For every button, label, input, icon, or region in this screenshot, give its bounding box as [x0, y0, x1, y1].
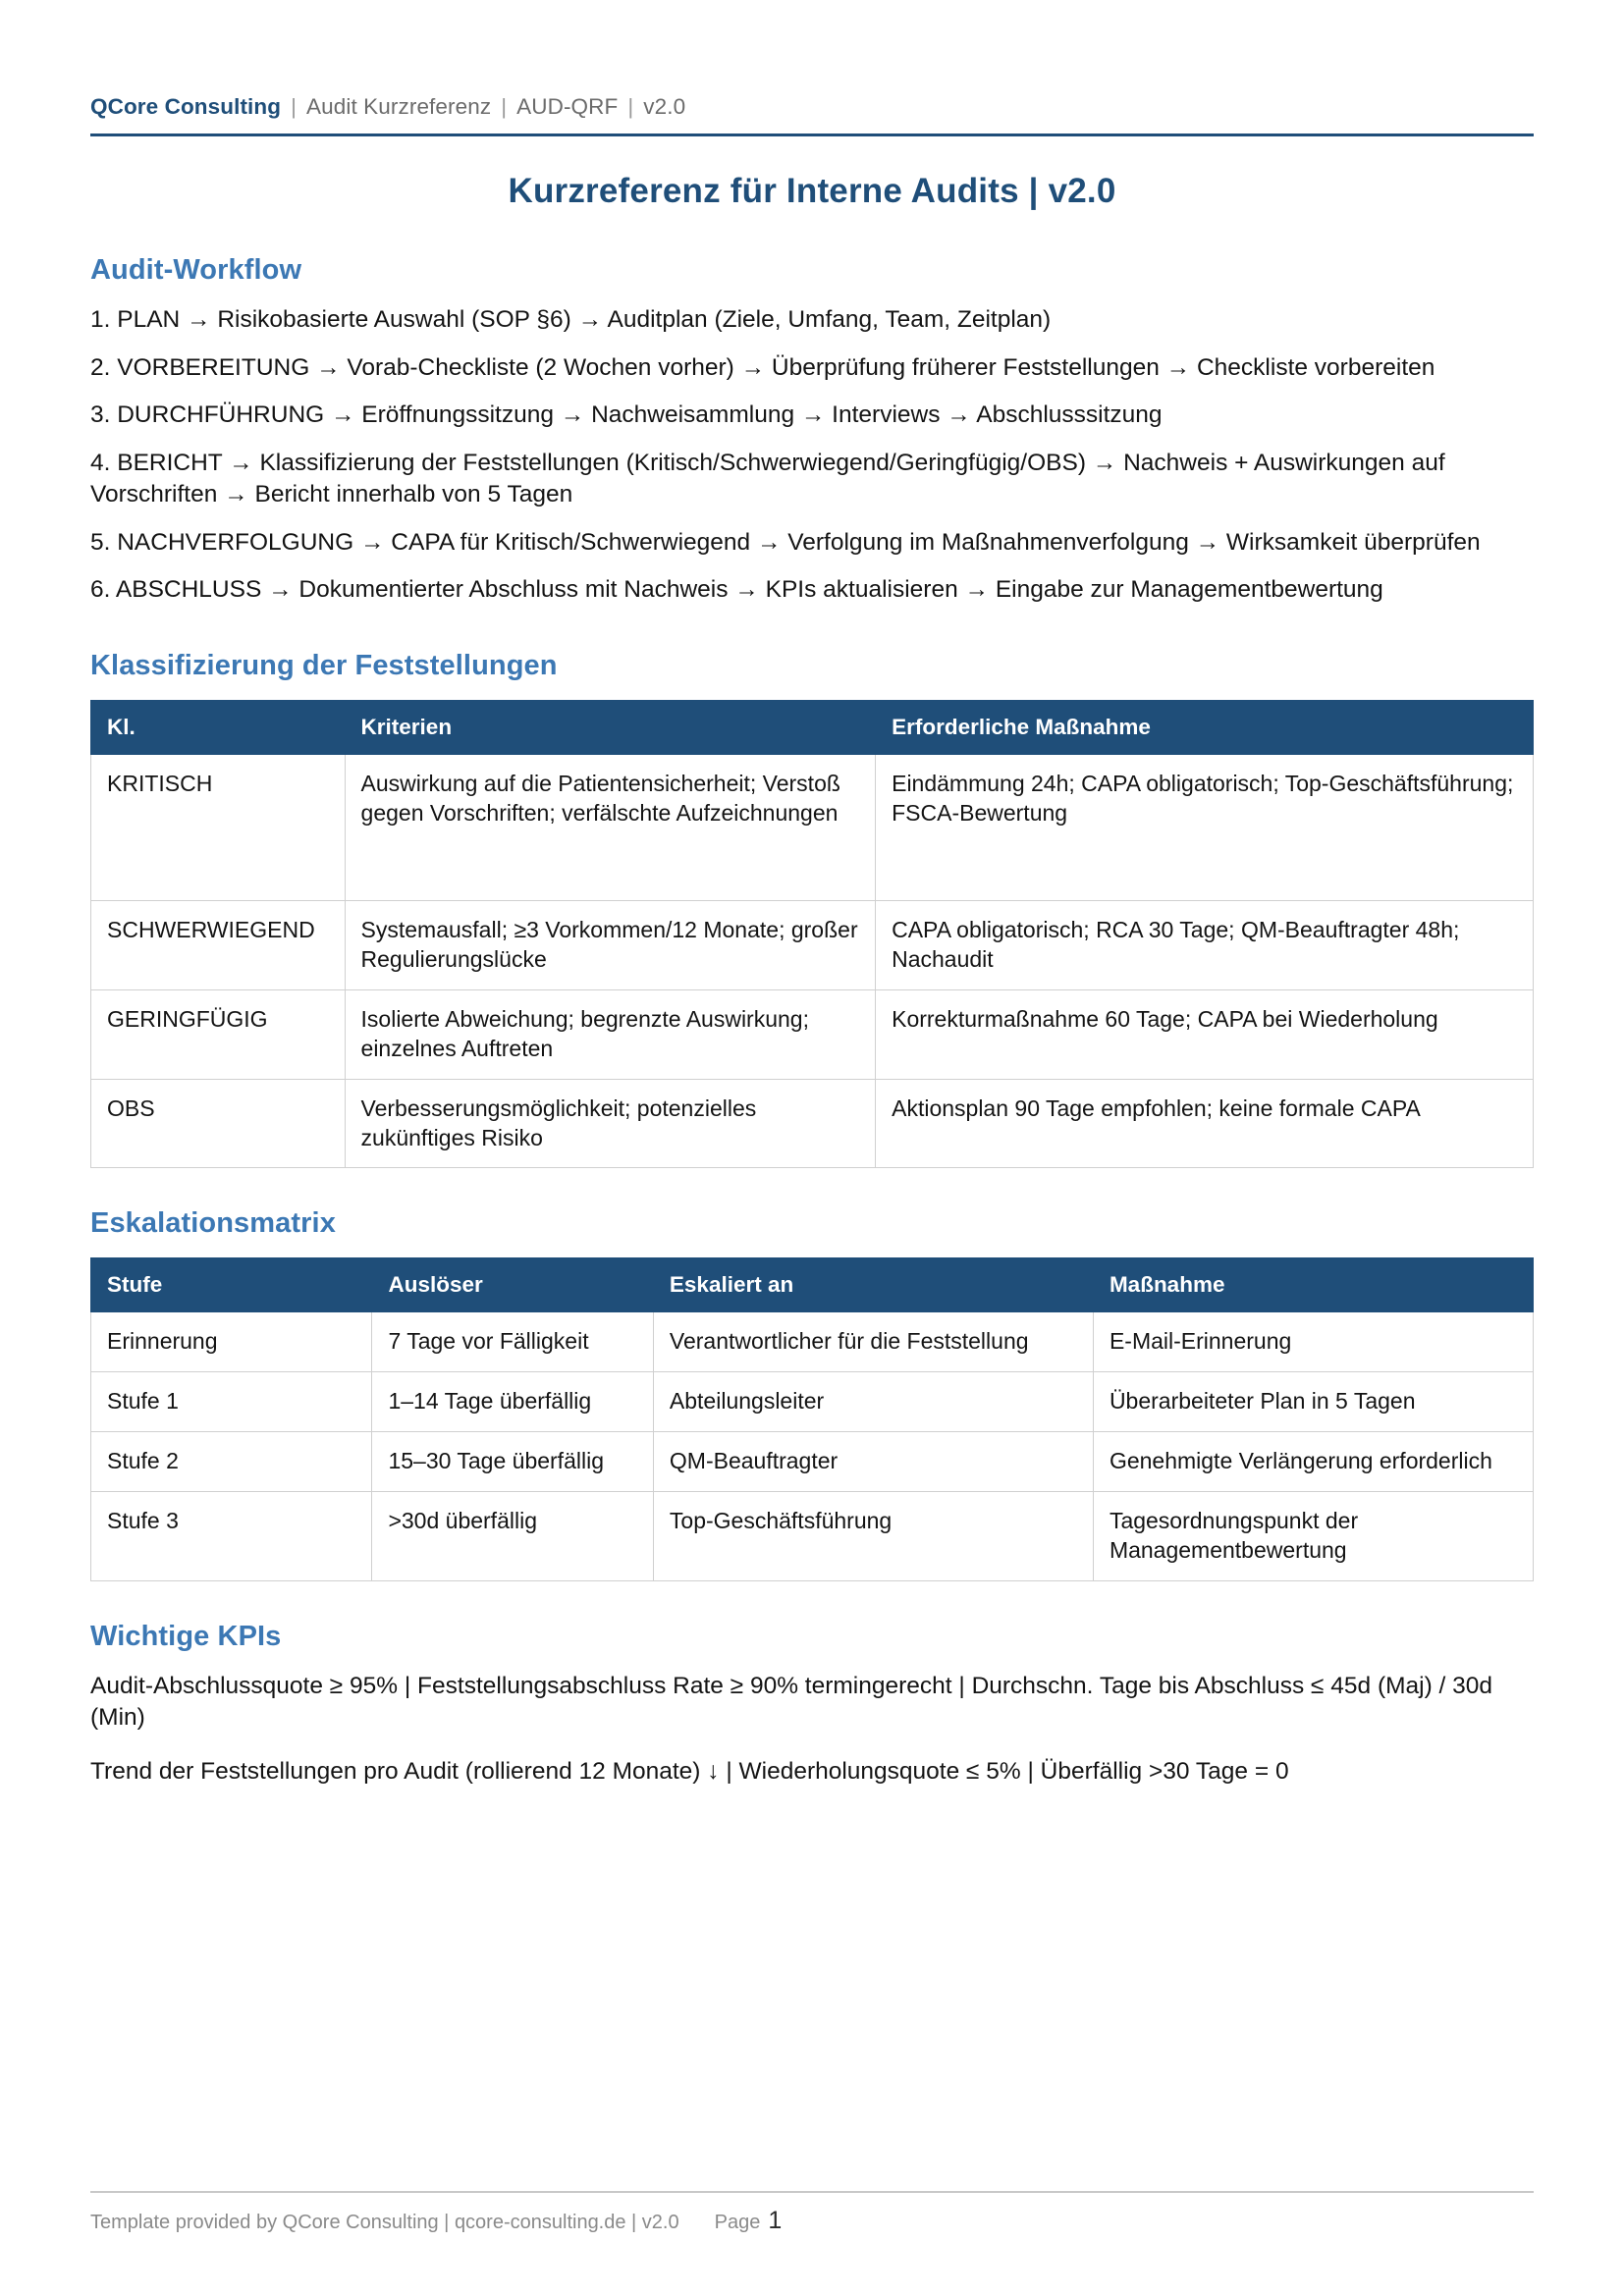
document-footer: [90, 2191, 1534, 2235]
cell-kriterien: Auswirkung auf die Patientensicherheit; Verstoß gegen Vorschriften; verfälschte Aufzeichnungen: [345, 755, 876, 901]
column-header-kl: Kl.: [91, 701, 346, 755]
header-separator-3: |: [627, 94, 634, 119]
workflow-step: 4. BERICHT → Klassifizierung der Feststellungen (Kritisch/Schwerwiegend/Geringfügig/OBS) → Nachweis + Auswirkungen auf Vorschriften → Bericht innerhalb von 5 Tagen: [90, 449, 1445, 508]
section-heading-kpis: Wichtige KPIs: [90, 1620, 282, 1652]
footer-page-number: 1: [768, 2207, 783, 2234]
cell-massnahme: CAPA obligatorisch; RCA 30 Tage; QM-Beauftragter 48h; Nachaudit: [876, 901, 1534, 990]
cell-massnahme: Eindämmung 24h; CAPA obligatorisch; Top-Geschäftsführung; FSCA-Bewertung: [876, 755, 1534, 901]
cell-eskaliert-an: Abteilungsleiter: [653, 1372, 1093, 1432]
header-doc-type: Audit Kurzreferenz: [306, 94, 492, 119]
column-header-massnahme: Erforderliche Maßnahme: [876, 701, 1534, 755]
cell-eskaliert-an: QM-Beauftragter: [653, 1432, 1093, 1492]
section-heading-workflow: Audit-Workflow: [90, 254, 302, 286]
header-doc-code: AUD-QRF: [516, 94, 619, 119]
cell-stufe: Erinnerung: [91, 1312, 372, 1372]
cell-massnahme: Genehmigte Verlängerung erforderlich: [1093, 1432, 1533, 1492]
classification-table: [90, 700, 1534, 1168]
section-heading-classification: Klassifizierung der Feststellungen: [90, 650, 558, 682]
header-separator-1: |: [291, 94, 298, 119]
document-header: [90, 94, 1534, 136]
cell-massnahme: E-Mail-Erinnerung: [1093, 1312, 1533, 1372]
table-row: [91, 901, 1534, 990]
column-header-eskaliert-an: Eskaliert an: [653, 1258, 1093, 1312]
footer-page-label: Page: [714, 2212, 761, 2233]
cell-kl: OBS: [91, 1079, 346, 1168]
page-title: Kurzreferenz für Interne Audits | v2.0: [508, 172, 1116, 210]
header-separator-2: |: [501, 94, 508, 119]
column-header-massnahme: Maßnahme: [1093, 1258, 1533, 1312]
cell-kl: KRITISCH: [91, 755, 346, 901]
table-header-row: [91, 1258, 1534, 1312]
cell-kriterien: Verbesserungsmöglichkeit; potenzielles zukünftiges Risiko: [345, 1079, 876, 1168]
table-row: [91, 1432, 1534, 1492]
table-row: [91, 1312, 1534, 1372]
workflow-step: 5. NACHVERFOLGUNG → CAPA für Kritisch/Schwerwiegend → Verfolgung im Maßnahmenverfolgung → Wirksamkeit überprüfen: [90, 528, 1481, 556]
column-header-stufe: Stufe: [91, 1258, 372, 1312]
workflow-step: 2. VORBEREITUNG → Vorab-Checkliste (2 Wochen vorher) → Überprüfung früherer Feststellungen → Checkliste vorbereiten: [90, 353, 1435, 381]
cell-stufe: Stufe 1: [91, 1372, 372, 1432]
cell-massnahme: Überarbeiteter Plan in 5 Tagen: [1093, 1372, 1533, 1432]
cell-ausloeser: 15–30 Tage überfällig: [372, 1432, 653, 1492]
kpi-list: [90, 1671, 1534, 1789]
cell-kriterien: Systemausfall; ≥3 Vorkommen/12 Monate; großer Regulierungslücke: [345, 901, 876, 990]
section-heading-escalation: Eskalationsmatrix: [90, 1207, 336, 1240]
table-row: [91, 1372, 1534, 1432]
table-row: [91, 1079, 1534, 1168]
cell-ausloeser: 7 Tage vor Fälligkeit: [372, 1312, 653, 1372]
cell-eskaliert-an: Verantwortlicher für die Feststellung: [653, 1312, 1093, 1372]
workflow-step: 1. PLAN → Risikobasierte Auswahl (SOP §6) → Auditplan (Ziele, Umfang, Team, Zeitplan): [90, 306, 1052, 333]
workflow-step: 3. DURCHFÜHRUNG → Eröffnungssitzung → Nachweisammlung → Interviews → Abschlusssitzung: [90, 401, 1163, 429]
header-brand: QCore Consulting: [90, 94, 282, 119]
cell-eskaliert-an: Top-Geschäftsführung: [653, 1492, 1093, 1581]
cell-ausloeser: >30d überfällig: [372, 1492, 653, 1581]
cell-kriterien: Isolierte Abweichung; begrenzte Auswirkung; einzelnes Auftreten: [345, 989, 876, 1079]
cell-massnahme: Tagesordnungspunkt der Managementbewertung: [1093, 1492, 1533, 1581]
cell-massnahme: Aktionsplan 90 Tage empfohlen; keine formale CAPA: [876, 1079, 1534, 1168]
cell-kl: GERINGFÜGIG: [91, 989, 346, 1079]
cell-kl: SCHWERWIEGEND: [91, 901, 346, 990]
table-row: [91, 1492, 1534, 1581]
table-header-row: [91, 701, 1534, 755]
table-row: [91, 989, 1534, 1079]
workflow-step: 6. ABSCHLUSS → Dokumentierter Abschluss mit Nachweis → KPIs aktualisieren → Eingabe zur Managementbewertung: [90, 576, 1383, 604]
cell-stufe: Stufe 3: [91, 1492, 372, 1581]
header-version: v2.0: [643, 94, 686, 119]
workflow-steps-list: [90, 304, 1534, 607]
column-header-ausloeser: Auslöser: [372, 1258, 653, 1312]
escalation-table: [90, 1257, 1534, 1580]
table-row: [91, 755, 1534, 901]
kpi-line: Trend der Feststellungen pro Audit (rollierend 12 Monate) ↓ | Wiederholungsquote ≤ 5% | Überfällig >30 Tage = 0: [90, 1758, 1289, 1785]
cell-ausloeser: 1–14 Tage überfällig: [372, 1372, 653, 1432]
footer-text: Template provided by QCore Consulting | qcore-consulting.de | v2.0: [90, 2212, 679, 2233]
kpi-line: Audit-Abschlussquote ≥ 95% | Feststellungsabschluss Rate ≥ 90% termingerecht | Durchschn. Tage bis Abschluss ≤ 45d (Maj) / 30d (Min): [90, 1672, 1493, 1732]
cell-stufe: Stufe 2: [91, 1432, 372, 1492]
column-header-kriterien: Kriterien: [345, 701, 876, 755]
cell-massnahme: Korrekturmaßnahme 60 Tage; CAPA bei Wiederholung: [876, 989, 1534, 1079]
